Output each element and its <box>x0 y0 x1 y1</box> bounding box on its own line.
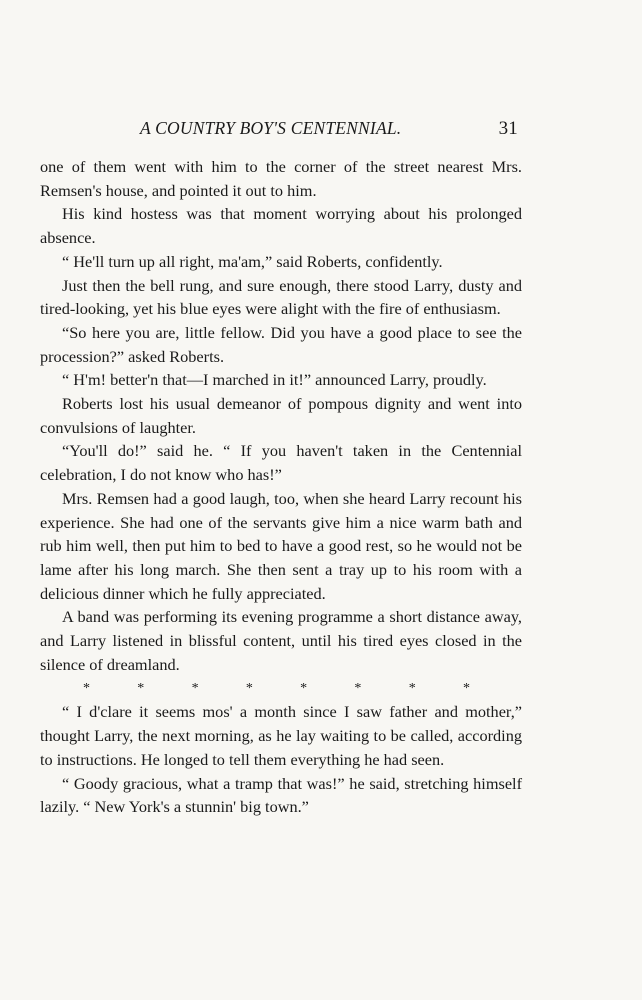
asterisk-mark: * <box>191 681 199 697</box>
paragraph: “ H'm! better'n that—I marched in it!” announced Larry, proudly. <box>62 370 487 390</box>
paragraph: “ Goody gracious, what a tramp that was!” he said, stretching himself lazily. “ New York's a stunnin' big town.” <box>40 773 522 817</box>
paragraph: “You'll do!” said he. “ If you haven't taken in the Centennial celebration, I do not know who has!” <box>40 441 522 485</box>
body-text <box>40 155 522 819</box>
page-number: 31 <box>498 118 518 139</box>
asterisk-mark: * <box>462 681 470 697</box>
paragraph: A band was performing its evening programme a short distance away, and Larry listened in blissful content, until his tired eyes closed in the silence of dreamland. <box>40 607 522 674</box>
paragraph: Mrs. Remsen had a good laugh, too, when she heard Larry recount his experience. She had one of the servants give him a nice warm bath and rub him well, then put him to bed to have a good rest, so he would not be lame after his long march. She then sent a tray up to his room with a delicious dinner which he fully appreciated. <box>40 488 522 603</box>
paragraph: Roberts lost his usual demeanor of pompous dignity and went into convulsions of laughter. <box>40 394 522 437</box>
asterisk-mark: * <box>83 681 90 697</box>
section-break <box>83 678 470 700</box>
asterisk-mark: * <box>300 681 308 697</box>
paragraph: His kind hostess was that moment worrying about his prolonged absence. <box>40 204 522 248</box>
paragraph: “ He'll turn up all right, ma'am,” said Roberts, confidently. <box>62 251 443 271</box>
asterisk-mark: * <box>408 681 416 697</box>
asterisk-mark: * <box>137 681 145 697</box>
paragraph: “ I d'clare it seems mos' a month since I saw father and mother,” thought Larry, the next morning, as he lay waiting to be called, according to instructions. He longed to tell them everything he had seen. <box>40 702 522 769</box>
running-head: A COUNTRY BOY'S CENTENNIAL. <box>140 118 402 138</box>
paragraph: Just then the bell rung, and sure enough, there stood Larry, dusty and tired-looking, yet his blue eyes were alight with the fire of enthusiasm. <box>40 275 522 319</box>
paragraph: “So here you are, little fellow. Did you have a good place to see the procession?” asked Roberts. <box>40 322 522 366</box>
asterisk-mark: * <box>354 681 362 697</box>
page-header <box>140 118 518 142</box>
paragraph: one of them went with him to the corner of the street nearest Mrs. Remsen's house, and pointed it out to him. <box>40 157 522 200</box>
asterisk-mark: * <box>245 681 253 697</box>
